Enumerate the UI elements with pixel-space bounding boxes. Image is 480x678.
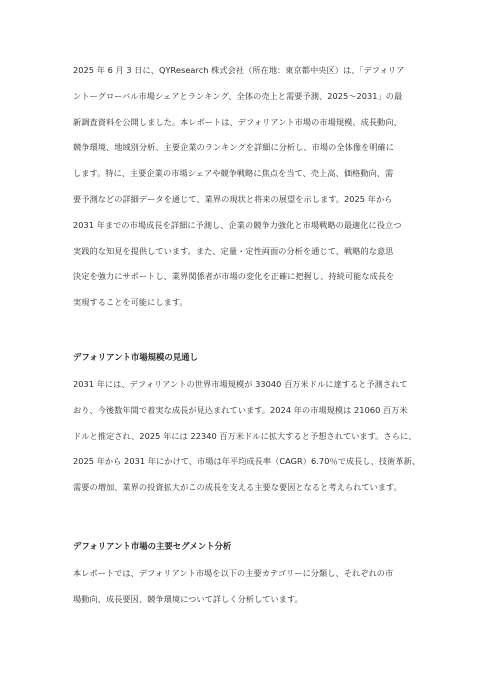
- intro-paragraph: [73, 58, 413, 316]
- intro-line: 実践的な知見を提供しています。また、定量・定性両面の分析を通じて、戦略的な意思: [73, 245, 394, 256]
- market-line: 2025 年から 2031 年にかけて、市場は年平均成長率（CAGR）6.70％で成長し、技術革新、: [73, 456, 421, 467]
- market-outlook-heading-block: [73, 351, 413, 363]
- segment-line: 場動向、成長要因、競争環境について詳しく分析しています。: [73, 593, 303, 604]
- segment-line: 本レポートでは、デフォリアント市場を以下の主要カテゴリーに分類し、それぞれの市: [73, 568, 394, 578]
- intro-line: 新調査資料を公開しました。本レポートは、デフォリアント市場の市場規模、成長動向、: [73, 116, 402, 127]
- section-heading: デフォリアント市場規模の見通し: [73, 352, 198, 362]
- intro-line: 実現することを可能にします。: [73, 297, 188, 308]
- market-outlook-paragraph: [73, 372, 421, 501]
- intro-line: します。特に、主要企業の市場シェアや競争戦略に焦点を当て、売上高、価格動向、需: [73, 168, 394, 179]
- intro-line: 2025 年 6 月 3 日に、QYResearch 株式会社（所在地：東京都中央区）は、「デフォリア: [73, 65, 405, 75]
- market-line: 需要の増加、業界の投資拡大がこの成長を支える主要な要因となると考えられています。: [73, 482, 402, 493]
- intro-line: 2031 年までの市場成長を詳細に予測し、企業の競争力強化と市場戦略の最適化に役立つ: [73, 219, 402, 230]
- intro-line: ントーグローバル市場シェアとランキング、全体の売上と需要予測、2025～2031」の最: [73, 90, 403, 101]
- market-line: ドルと推定され、2025 年には 22340 百万米ドルに拡大すると予想されています。さらに、: [73, 430, 417, 441]
- segment-analysis-heading-block: [73, 540, 413, 552]
- intro-line: 決定を強力にサポートし、業界関係者が市場の変化を正確に把握し、持続可能な成長を: [73, 271, 395, 282]
- section-heading: デフォリアント市場の主要セグメント分析: [73, 541, 232, 551]
- segment-analysis-paragraph: [73, 561, 413, 613]
- market-line: 2031 年には、デフォリアントの世界市場規模が 33040 百万米ドルに達すると予測されて: [73, 379, 408, 389]
- intro-line: 要予測などの詳細データを通じて、業界の現状と将来の展望を示します。2025 年から: [73, 193, 393, 204]
- market-line: おり、今後数年間で着実な成長が見込まれています。2024 年の市場規模は 21060 百万米: [73, 404, 408, 415]
- intro-line: 競争環境、地域別分析、主要企業のランキングを詳細に分析し、市場の全体像を明確に: [73, 142, 395, 153]
